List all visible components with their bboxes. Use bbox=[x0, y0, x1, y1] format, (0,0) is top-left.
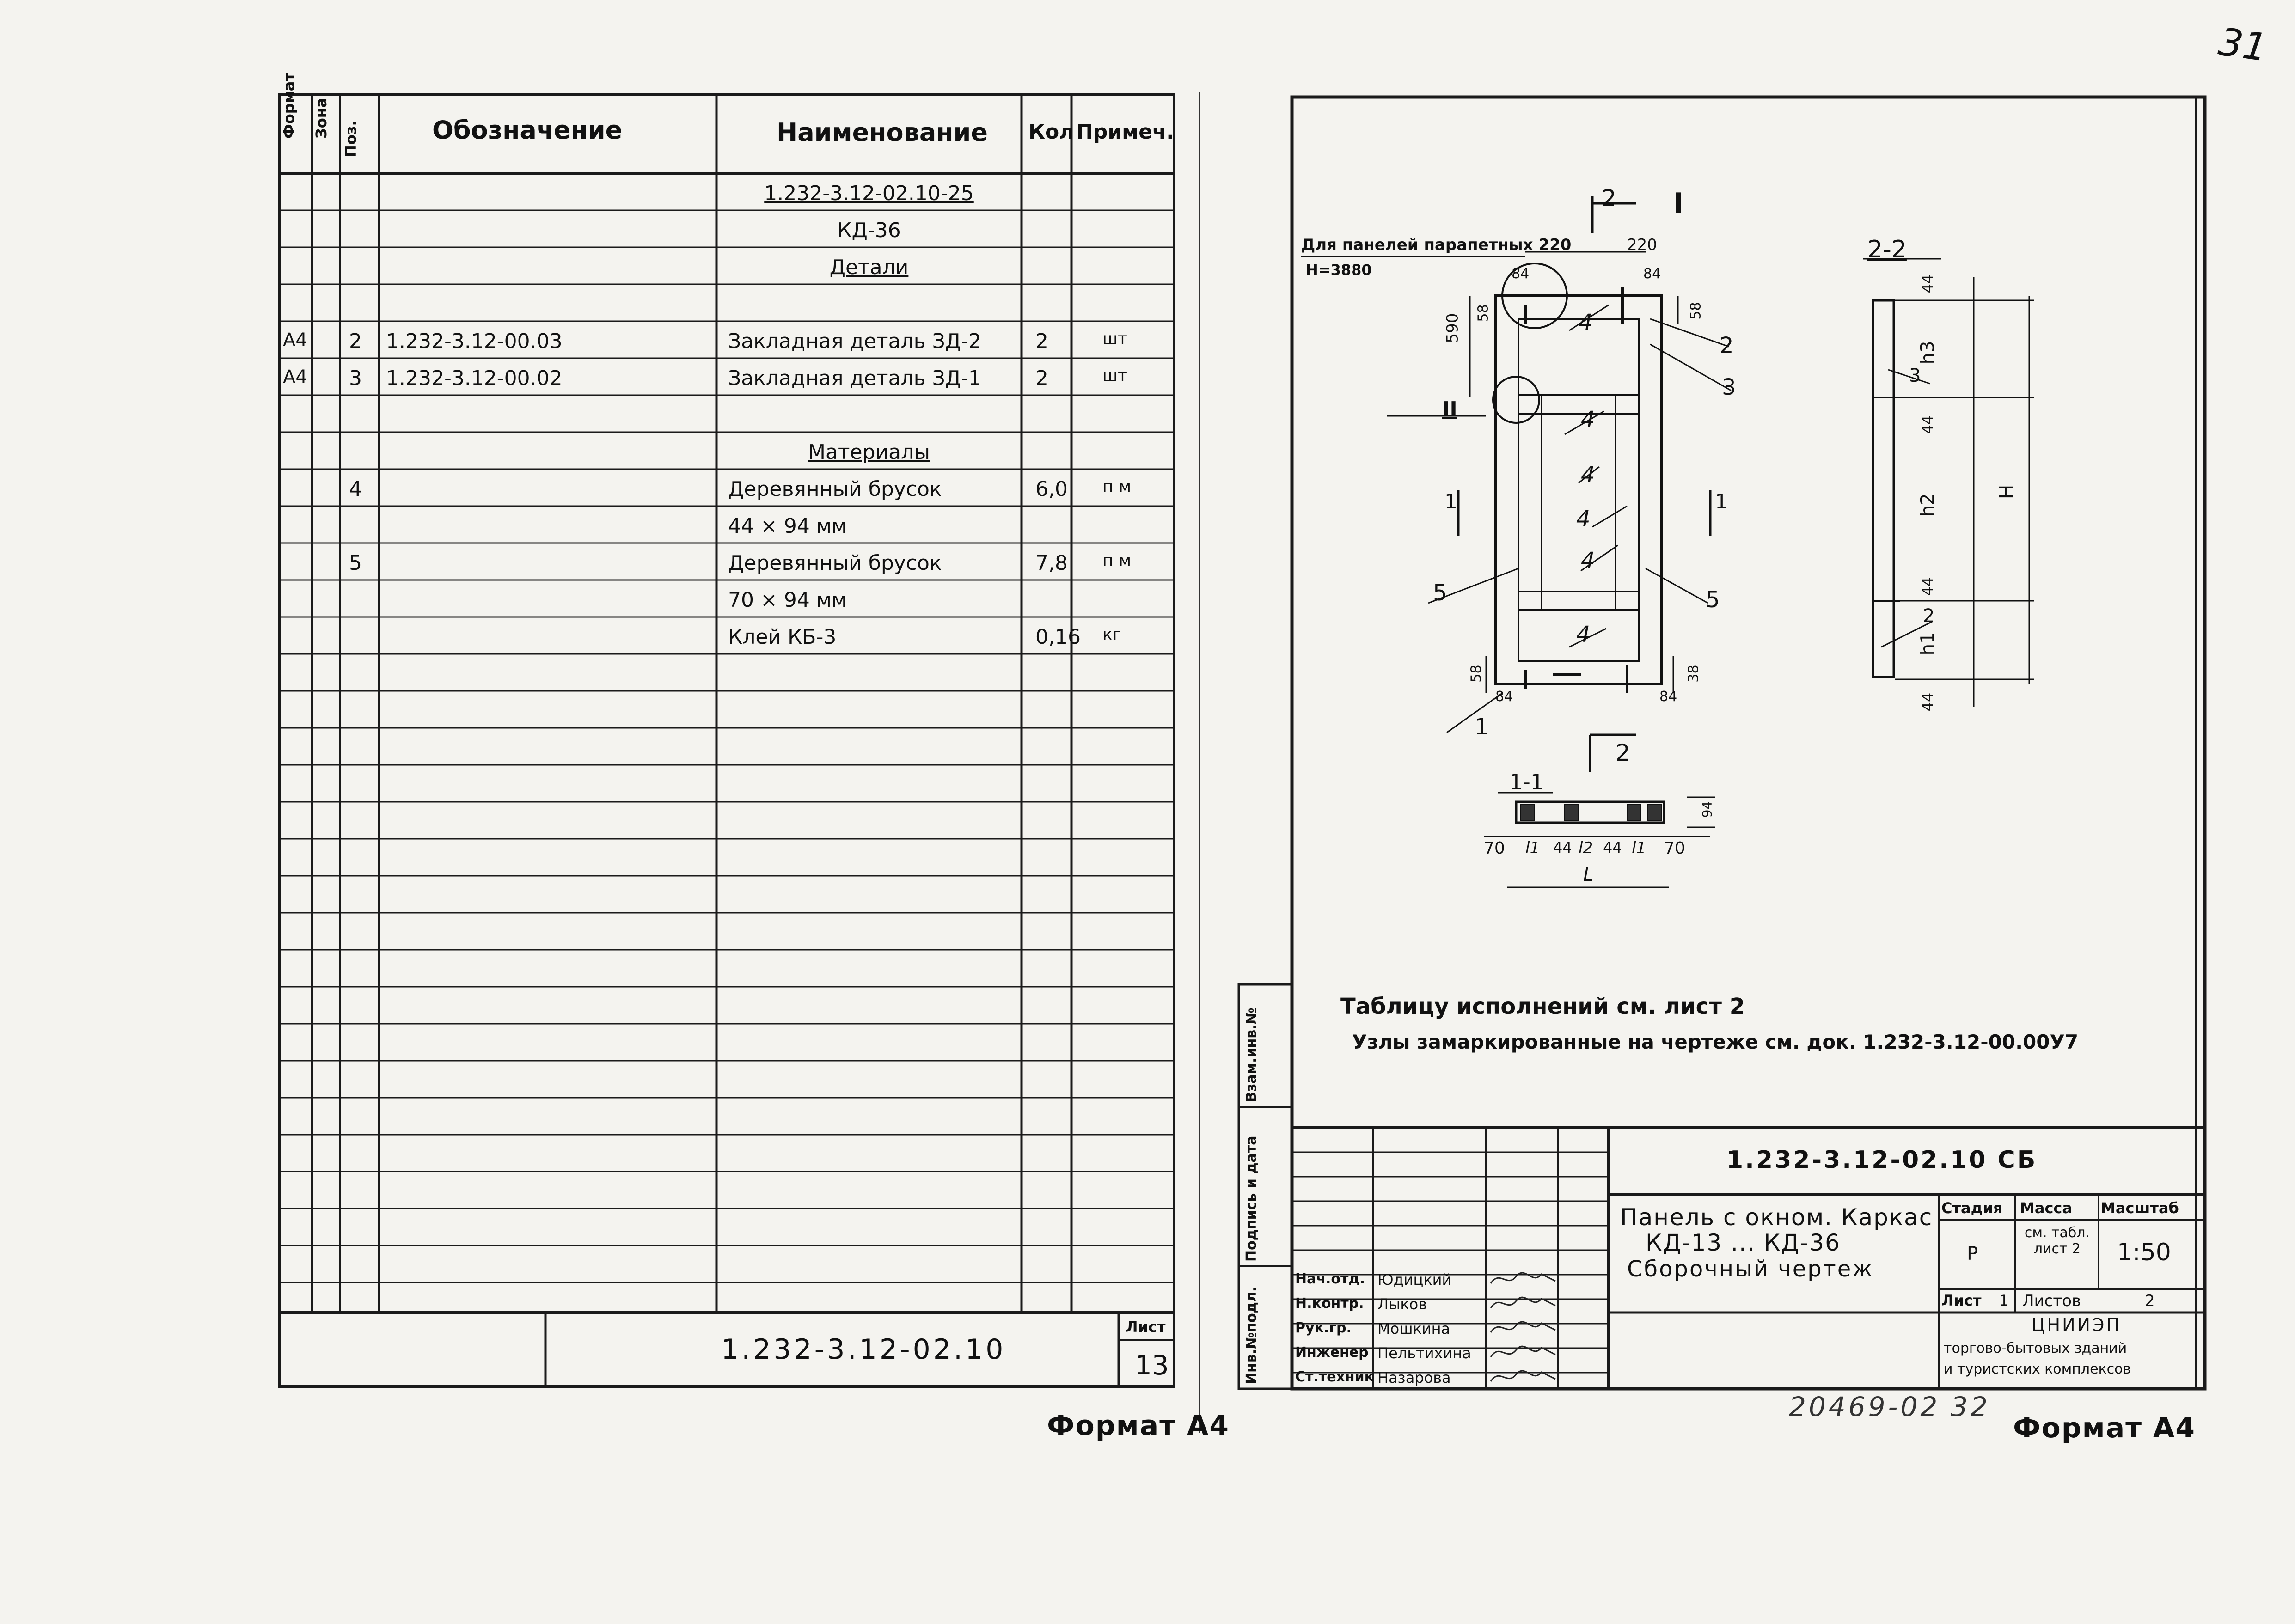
tb-scale-label: Масштаб bbox=[2101, 1199, 2179, 1217]
cell-name: Закладная деталь ЗД-2 bbox=[728, 330, 982, 353]
node-1-label: I bbox=[1673, 187, 1684, 220]
dim-h2: h2 bbox=[1917, 493, 1939, 517]
cell-qty: 6,0 bbox=[1035, 477, 1068, 501]
tb-title-line-3: Сборочный чертеж bbox=[1627, 1256, 1874, 1282]
dim-l1-left: l1 bbox=[1525, 839, 1540, 857]
label-4-f: 4 bbox=[1576, 622, 1591, 647]
tb-org-3: и туристских комплексов bbox=[1944, 1361, 2131, 1377]
table-row bbox=[0, 580, 2295, 617]
header-designation: Обозначение bbox=[432, 116, 623, 145]
spec-footer-designation: 1.232-3.12-02.10 bbox=[721, 1333, 1006, 1366]
dim-h3: h3 bbox=[1917, 341, 1939, 365]
cell-name: Клей КБ-3 bbox=[728, 625, 837, 649]
cut-2-bottom: 2 bbox=[1616, 739, 1630, 766]
tb-sheets: 2 bbox=[2145, 1292, 2155, 1310]
section-2-2-title: 2-2 bbox=[1867, 236, 1907, 263]
dim-L: L bbox=[1583, 864, 1594, 885]
label-4-e: 4 bbox=[1581, 548, 1595, 574]
dim-38-bottom: 38 bbox=[1685, 665, 1702, 683]
section-label-3: 3 bbox=[1909, 365, 1921, 386]
tb-sheet: 1 bbox=[1999, 1292, 2009, 1309]
person-role: Ст.техник bbox=[1295, 1369, 1374, 1385]
tb-scale: 1:50 bbox=[2117, 1239, 2171, 1266]
cell-pos: 4 bbox=[349, 477, 362, 501]
cell-name: 44 × 94 мм bbox=[728, 514, 847, 538]
doc-number: 20469-02 bbox=[1789, 1391, 1940, 1423]
section-label-2: 2 bbox=[1923, 605, 1935, 627]
dim-44-b: 44 bbox=[1919, 415, 1937, 434]
table-row bbox=[0, 210, 2295, 247]
dim-44-c: 44 bbox=[1919, 577, 1937, 596]
header-qty: Кол bbox=[1028, 120, 1074, 144]
cell-name: Деревянный брусок bbox=[728, 551, 942, 575]
dim-70-right: 70 bbox=[1664, 839, 1685, 858]
dim-58-top: 58 bbox=[1475, 304, 1492, 322]
note-parapet-2: Н=3880 bbox=[1306, 261, 1372, 279]
cell-note: п м bbox=[1102, 551, 1132, 570]
tb-title-line-2: КД-13 ... КД-36 bbox=[1646, 1229, 1841, 1256]
label-5-right: 5 bbox=[1706, 587, 1720, 613]
table-row bbox=[0, 395, 2295, 432]
table-row bbox=[0, 284, 2295, 321]
cell-name: 1.232-3.12-02.10-25 bbox=[764, 182, 974, 205]
dim-84-bottom-right: 84 bbox=[1659, 689, 1677, 705]
dim-84-top-left: 84 bbox=[1512, 266, 1530, 282]
dim-l2: l2 bbox=[1579, 839, 1593, 857]
tb-designation: 1.232-3.12-02.10 СБ bbox=[1726, 1146, 2038, 1174]
dim-220: 220 bbox=[1627, 236, 1657, 254]
cell-name: 70 × 94 мм bbox=[728, 588, 847, 612]
side-label-3: Взам.инв.№ bbox=[1243, 1007, 1260, 1102]
header-format: Формат bbox=[280, 73, 298, 139]
cell-pos: 5 bbox=[349, 551, 362, 575]
dim-70-left: 70 bbox=[1484, 839, 1505, 858]
signature-icon bbox=[1488, 1365, 1558, 1388]
cell-name: Закладная деталь ЗД-1 bbox=[728, 366, 982, 390]
person-name: Юдицкий bbox=[1377, 1271, 1452, 1288]
cell-format: А4 bbox=[283, 366, 307, 388]
side-label-2: Подпись и дата bbox=[1243, 1136, 1260, 1262]
dim-94: 94 bbox=[1699, 801, 1715, 818]
dim-58-top-right: 58 bbox=[1688, 302, 1704, 320]
person-role: Н.контр. bbox=[1295, 1295, 1364, 1312]
header-pos: Поз. bbox=[342, 120, 360, 157]
table-row bbox=[0, 469, 2295, 506]
doc-page: 32 bbox=[1951, 1391, 1990, 1423]
header-note: Примеч. bbox=[1076, 120, 1174, 144]
table-row bbox=[0, 173, 2295, 210]
spec-sheet-number: 13 bbox=[1135, 1349, 1169, 1381]
dim-h1: h1 bbox=[1917, 632, 1939, 656]
person-role: Рук.гр. bbox=[1295, 1320, 1352, 1336]
tb-mass: см. табл. лист 2 bbox=[2024, 1225, 2090, 1257]
dim-590: 590 bbox=[1443, 313, 1462, 343]
tb-mass-label: Масса bbox=[2020, 1199, 2072, 1217]
tb-org-2: торгово-бытовых зданий bbox=[1944, 1340, 2127, 1356]
person-name: Назарова bbox=[1377, 1369, 1451, 1386]
tb-stage: Р bbox=[1967, 1243, 1978, 1264]
tb-sheet-label: Лист bbox=[1941, 1292, 1982, 1309]
person-role: Нач.отд. bbox=[1295, 1271, 1365, 1287]
cut-2-top: 2 bbox=[1602, 185, 1616, 212]
cell-name: КД-36 bbox=[837, 219, 901, 242]
note-parapet-1: Для панелей парапетных 220 bbox=[1301, 236, 1572, 254]
cell-pos: 2 bbox=[349, 330, 362, 353]
cell-name: Детали bbox=[829, 256, 909, 279]
cell-pos: 3 bbox=[349, 366, 362, 390]
cell-note: шт bbox=[1102, 330, 1127, 348]
person-name: Лыков bbox=[1377, 1295, 1427, 1313]
cell-designation: 1.232-3.12-00.02 bbox=[386, 366, 563, 390]
dim-44-a: 44 bbox=[1919, 274, 1937, 293]
cell-designation: 1.232-3.12-00.03 bbox=[386, 330, 563, 353]
cell-name: Деревянный брусок bbox=[728, 477, 942, 501]
signature-icon bbox=[1488, 1292, 1558, 1315]
dim-44-1-1-b: 44 bbox=[1603, 839, 1622, 856]
label-4-c: 4 bbox=[1581, 462, 1595, 488]
tb-sheets-label: Листов bbox=[2022, 1292, 2081, 1310]
table-row bbox=[0, 358, 2295, 395]
cut-1-right: 1 bbox=[1715, 490, 1728, 513]
table-row bbox=[0, 543, 2295, 580]
spec-format-label: Формат А4 bbox=[1047, 1410, 1230, 1442]
cell-qty: 2 bbox=[1035, 366, 1048, 390]
table-row bbox=[0, 432, 2295, 469]
signature-icon bbox=[1488, 1316, 1558, 1339]
cell-qty: 7,8 bbox=[1035, 551, 1068, 575]
cell-name: Материалы bbox=[808, 440, 930, 464]
cell-note: п м bbox=[1102, 477, 1132, 496]
cell-qty: 2 bbox=[1035, 330, 1048, 353]
person-role: Инженер bbox=[1295, 1344, 1369, 1361]
signature-icon bbox=[1488, 1341, 1558, 1364]
page-number: 31 bbox=[2215, 20, 2270, 70]
section-1-1-title: 1-1 bbox=[1509, 769, 1544, 794]
header-zone: Зона bbox=[312, 98, 330, 139]
header-name: Наименование bbox=[777, 118, 988, 147]
tb-org-1: ЦНИИЭП bbox=[2032, 1315, 2122, 1335]
dim-58-bottom: 58 bbox=[1468, 665, 1485, 683]
dim-H: H bbox=[1995, 484, 2018, 500]
tb-format-label: Формат А4 bbox=[2013, 1412, 2196, 1444]
cell-note: шт bbox=[1102, 366, 1127, 385]
label-1: 1 bbox=[1475, 714, 1489, 740]
label-3: 3 bbox=[1722, 374, 1736, 400]
person-name: Пельтихина bbox=[1377, 1344, 1471, 1362]
label-4-d: 4 bbox=[1576, 506, 1591, 532]
label-2: 2 bbox=[1720, 333, 1734, 359]
table-row bbox=[0, 506, 2295, 543]
note-execution-table: Таблицу исполнений см. лист 2 bbox=[1340, 994, 1745, 1020]
dim-84-top-right: 84 bbox=[1643, 266, 1661, 282]
label-4-b: 4 bbox=[1581, 407, 1595, 433]
signature-icon bbox=[1488, 1267, 1558, 1290]
dim-44-d: 44 bbox=[1919, 692, 1937, 712]
label-4-a: 4 bbox=[1579, 310, 1593, 336]
table-row bbox=[0, 321, 2295, 358]
spec-sheet-label: Лист bbox=[1126, 1318, 1166, 1336]
dim-l1-right: l1 bbox=[1632, 839, 1646, 857]
tb-stage-label: Стадия bbox=[1941, 1199, 2003, 1217]
cell-qty: 0,16 bbox=[1035, 625, 1081, 649]
person-name: Мошкина bbox=[1377, 1320, 1450, 1337]
node-2-label: II bbox=[1442, 397, 1457, 421]
table-row bbox=[0, 247, 2295, 284]
dim-84-bottom-left: 84 bbox=[1495, 689, 1513, 705]
cell-format: А4 bbox=[283, 330, 307, 351]
cut-1-left: 1 bbox=[1444, 490, 1457, 513]
cell-note: кг bbox=[1102, 625, 1121, 644]
label-5-left: 5 bbox=[1433, 580, 1447, 606]
note-nodes: Узлы замаркированные на чертеже см. док. 1.232-3.12-00.00У7 bbox=[1352, 1031, 2079, 1053]
side-label-1: Инв.№подл. bbox=[1243, 1286, 1260, 1384]
dim-44-1-1-a: 44 bbox=[1553, 839, 1572, 856]
tb-title-line-1: Панель с окном. Каркас bbox=[1620, 1204, 1933, 1231]
table-row bbox=[0, 617, 2295, 654]
